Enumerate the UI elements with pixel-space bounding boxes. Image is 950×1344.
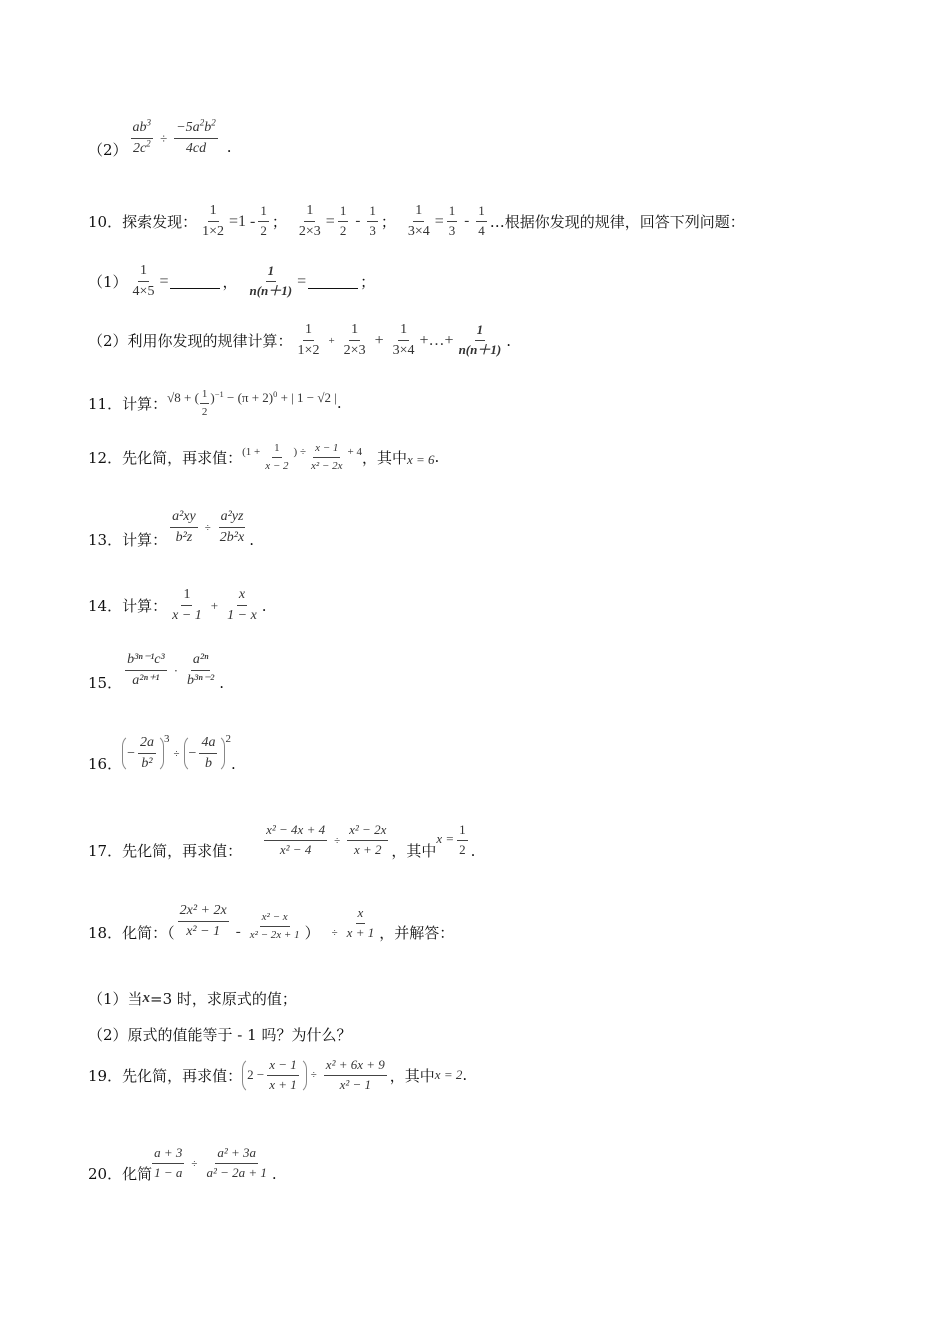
minus: - <box>355 213 361 230</box>
question-number: 19． <box>88 1066 123 1085</box>
expression: (1 + <box>242 446 261 459</box>
question-18-part-1 <box>88 988 297 1009</box>
expression: )$^{-1} - (\pi + 2)^0$ + | 1 − √2 | <box>210 389 337 406</box>
plus: + <box>328 334 335 347</box>
fraction: $\frac{\text{x² − 4x + 4}}{\text{x² − 4}}$ <box>266 822 326 857</box>
ellipsis-sum: +…+ <box>419 331 454 349</box>
fraction: $\frac{1}{2}$ <box>201 388 208 418</box>
question-number: 11． <box>88 394 123 413</box>
variable-value: x = 6 <box>406 452 435 468</box>
item-text: =3 时，求原式的值； <box>150 990 297 1008</box>
fraction: $\frac{\text{a²yz}}{\text{2b²x}}$ <box>219 508 245 545</box>
item-label: （2） <box>88 141 128 159</box>
equals: = <box>325 212 335 230</box>
exponent: 2 <box>199 117 205 128</box>
period: . <box>261 596 267 615</box>
question-number: 20． <box>88 1165 123 1183</box>
variable: x <box>142 990 151 1006</box>
fraction: $\frac{1}{3\times 4}$ <box>392 322 415 359</box>
operator: ÷ <box>204 521 211 534</box>
question-text: 探索发现： <box>122 213 198 232</box>
fraction: $\frac{1}{1\times 2}$ <box>297 322 320 359</box>
fraction: $\frac{\text{a² + 3a}}{\text{a² − 2a + 1}}$ <box>206 1145 267 1180</box>
period: . <box>230 754 236 773</box>
question-text: 先化简，再求值： <box>122 448 243 467</box>
question-18 <box>88 904 454 943</box>
separator: ， <box>222 273 238 292</box>
fraction <box>174 117 218 157</box>
period: . <box>219 673 225 692</box>
question-number: 13． <box>88 531 123 549</box>
operator: · <box>173 662 179 678</box>
numerator: ab <box>132 119 147 135</box>
operator: ÷ <box>334 834 341 847</box>
minus: − <box>127 745 135 761</box>
equation-text: =1 - <box>229 212 256 230</box>
equals: = <box>297 272 307 290</box>
fraction: $\frac{x}{1 - x}$ <box>227 587 257 624</box>
numerator: −5a <box>176 119 200 135</box>
question-14 <box>88 587 267 624</box>
fraction: $\frac{1}{3}$ <box>369 203 376 239</box>
operator: + <box>210 597 219 613</box>
fraction: $\frac{1}{3\times 4}$ <box>407 203 430 240</box>
period: . <box>336 394 342 413</box>
fraction: $\frac{1}{x - 1}$ <box>172 587 202 624</box>
exponent: 3 <box>164 732 170 745</box>
question-text: 化简 <box>122 1165 153 1183</box>
question-text: 化简：（ <box>122 924 175 942</box>
item-label: （1） <box>88 273 128 292</box>
operator: ÷ <box>331 926 338 939</box>
fraction: $\frac{\text{a²xy}}{\text{b²z}}$ <box>172 508 196 545</box>
question-number: 16． <box>88 755 123 773</box>
question-text: 先化简，再求值： <box>122 1066 243 1085</box>
fraction: $\frac{1}{n(n+1)}$ <box>458 322 502 358</box>
fraction: $\frac{1}{2\times 3}$ <box>343 322 366 359</box>
question-text: …根据你发现的规律，回答下列问题： <box>489 213 745 232</box>
period: . <box>434 448 440 467</box>
variable-value: x = 2 <box>434 1067 463 1083</box>
fraction: $\frac{\text{a²ⁿ}}{\text{b³ⁿ⁻²}}$ <box>187 651 215 688</box>
fraction: $\frac{1}{4}$ <box>478 203 485 239</box>
parenthesis-group <box>184 734 226 773</box>
question-text: ，其中 <box>361 448 407 467</box>
exponent: 2 <box>225 732 231 745</box>
fraction: $\frac{1}{3}$ <box>448 203 456 239</box>
operator: ÷ <box>173 747 180 760</box>
answer-blank[interactable] <box>308 274 358 289</box>
paren-close: ） <box>304 924 320 942</box>
question-number: 18． <box>88 924 123 942</box>
period: . <box>226 137 232 156</box>
minus: - <box>235 924 241 940</box>
period: . <box>470 841 476 860</box>
question-12 <box>88 442 439 472</box>
fraction: $\frac{x}{x + 1}$ <box>346 905 375 940</box>
question-10 <box>88 203 745 240</box>
expression: √8 + ( <box>167 390 199 406</box>
fraction: $\frac{\text{b³ⁿ⁻¹c³}}{\text{a²ⁿ⁺¹}}$ <box>127 651 165 688</box>
question-13 <box>88 505 254 550</box>
operator: ÷ <box>191 1157 198 1170</box>
fraction: $\frac{a + 3}{1 - a}$ <box>154 1145 183 1180</box>
parenthesis-group <box>122 734 164 773</box>
question-18-part-2 <box>88 1024 351 1045</box>
question-text: ，其中 <box>389 1066 435 1085</box>
question-10-part-1 <box>88 263 375 300</box>
operator: ÷ <box>310 1069 317 1082</box>
fraction: $\frac{1}{x - 2}$ <box>265 442 289 472</box>
separator: ； <box>360 273 376 292</box>
item-text: （2）原式的值能等于 - 1 吗？为什么？ <box>88 1026 352 1044</box>
fraction: $\frac{1}{2\times 3}$ <box>298 203 321 240</box>
question-10-part-2 <box>88 322 511 359</box>
question-17 <box>88 820 475 861</box>
item-p2 <box>88 117 232 160</box>
item-label: （2）利用你发现的规律计算： <box>88 332 293 351</box>
question-text: 计算： <box>122 394 168 413</box>
fraction: $\frac{\text{2x² + 2x}}{\text{x² − 1}}$ <box>179 902 227 939</box>
exponent: 2 <box>146 138 151 149</box>
question-11 <box>88 388 342 418</box>
period: . <box>462 1066 468 1085</box>
question-number: 17． <box>88 842 123 860</box>
equals: = <box>159 272 169 290</box>
operator: ÷ <box>160 130 168 146</box>
answer-blank[interactable] <box>170 274 220 289</box>
fraction: $\frac{4a}{b}$ <box>201 734 216 771</box>
expression: 2 − <box>247 1067 265 1083</box>
minus: − <box>188 745 197 761</box>
plus: + <box>374 331 384 349</box>
question-16 <box>88 733 236 774</box>
minus: - <box>464 213 470 230</box>
fraction: $\frac{x - 1}{x + 1}$ <box>269 1057 297 1092</box>
expression: ) ÷ <box>293 446 306 459</box>
fraction: $\frac{1}{n(n+1)}$ <box>249 263 293 299</box>
fraction: $\frac{1}{4\times 5}$ <box>132 263 155 300</box>
item-text: （1）当 <box>88 990 143 1008</box>
question-15 <box>88 648 224 693</box>
fraction: $\frac{\text{x² + 6x + 9}}{\text{x² − 1}}$ <box>325 1057 385 1092</box>
fraction: $\frac{x - 1}{\text{x² − 2x}}$ <box>311 442 343 472</box>
question-text: 先化简，再求值： <box>122 842 243 860</box>
fraction: $\frac{1}{2}$ <box>260 203 267 239</box>
fraction: $\frac{2a}{\text{b²}}$ <box>140 734 154 771</box>
fraction: $\frac{\text{x² − x}}{\text{x² − 2x + 1}}$ <box>249 911 300 941</box>
exponent: 3 <box>146 117 152 128</box>
variable-value: x = <box>436 830 455 846</box>
question-text: 计算： <box>122 531 168 549</box>
separator: ； <box>380 213 396 232</box>
question-number: 14． <box>88 597 123 616</box>
fraction <box>131 117 154 157</box>
expression: + 4 <box>347 446 362 459</box>
exponent: 2 <box>211 117 216 128</box>
period: . <box>249 530 254 549</box>
question-number: 12． <box>88 448 123 467</box>
question-text: ，其中 <box>391 842 437 860</box>
equals: = <box>434 212 444 230</box>
fraction: $\frac{1}{2}$ <box>339 203 347 239</box>
question-20 <box>88 1143 277 1184</box>
fraction: $\frac{1}{1\times 2}$ <box>202 203 225 240</box>
fraction: $\frac{1}{2}$ <box>459 822 466 857</box>
parenthesis-group <box>242 1057 307 1094</box>
question-text: ，并解答： <box>379 924 455 942</box>
question-number: 15． <box>88 674 123 692</box>
numerator: b <box>204 119 212 135</box>
period: . <box>271 1164 277 1183</box>
question-text: 计算： <box>122 597 168 616</box>
question-number: 10． <box>88 213 123 232</box>
denominator: 4cd <box>185 141 207 156</box>
denominator: 2c <box>132 141 147 156</box>
question-19 <box>88 1057 467 1094</box>
fraction: $\frac{\text{x² − 2x}}{x + 2}$ <box>349 822 387 857</box>
period: . <box>506 331 511 350</box>
separator: ； <box>271 213 287 232</box>
